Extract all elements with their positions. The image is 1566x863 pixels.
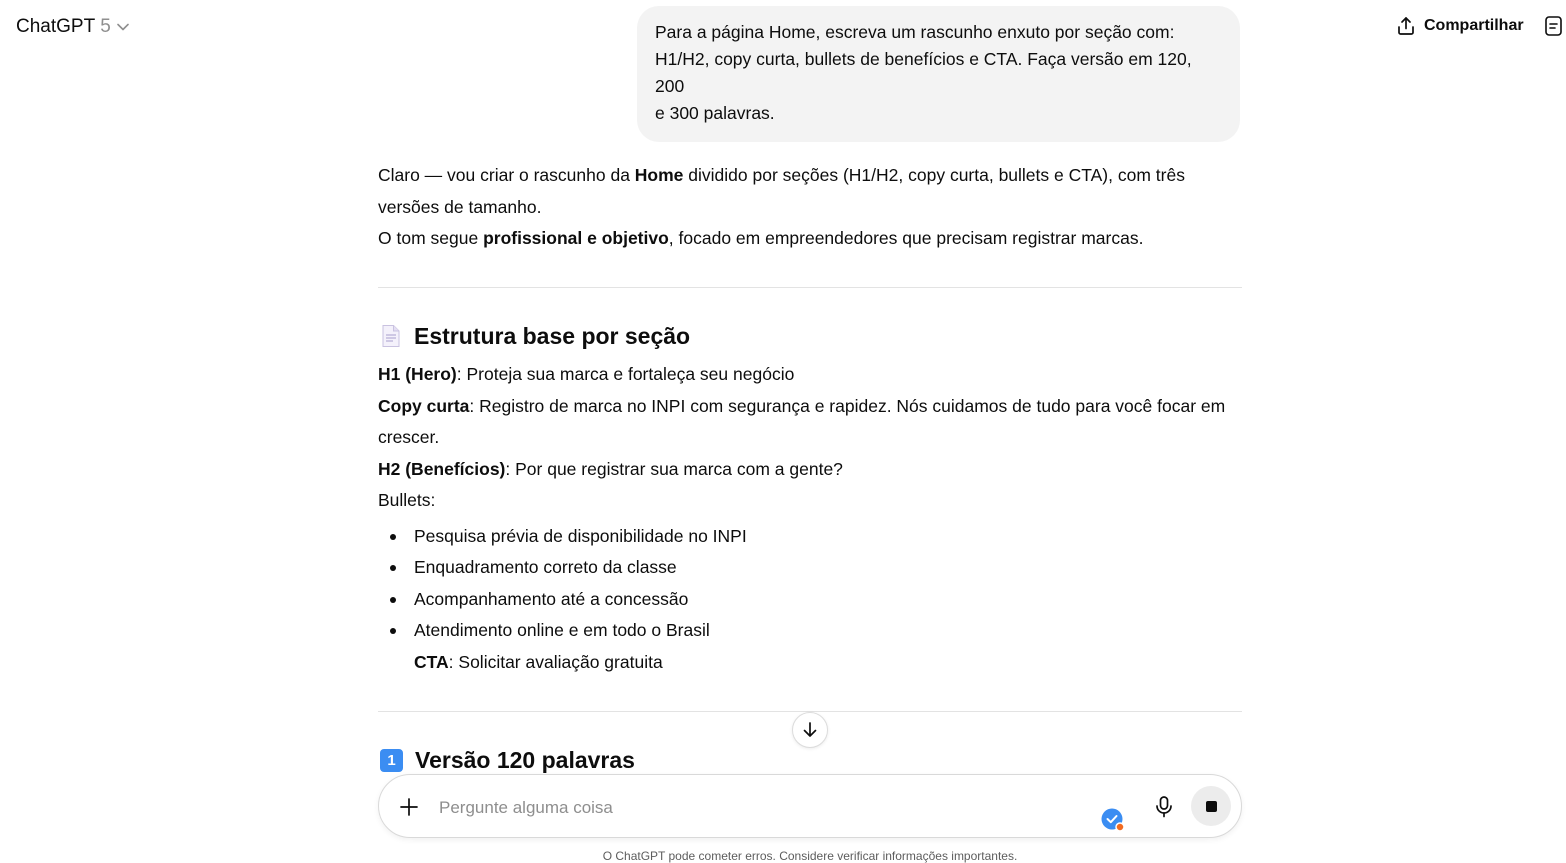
scroll-to-bottom-button[interactable]	[792, 712, 828, 748]
h1-line	[378, 359, 1242, 391]
h2-label: H2 (Benefícios)	[378, 458, 506, 479]
cta-label: CTA	[414, 651, 449, 672]
arrow-down-icon	[801, 721, 819, 739]
copy-line	[378, 391, 1242, 454]
intro-text: dividido por seções (H1/H2, copy curta, bullets e CTA), com três versões de tamanho.	[378, 165, 1185, 217]
model-version: 5	[100, 16, 111, 37]
user-message-line: Para a página Home, escreva um rascunho enxuto por seção com:	[655, 22, 1175, 42]
user-message-line: e 300 palavras.	[655, 103, 775, 123]
tone-text: , focado em empreendedores que precisam registrar marcas.	[668, 228, 1144, 248]
tone-paragraph	[378, 223, 1242, 255]
page-facing-up-emoji-icon	[380, 324, 402, 348]
plus-icon[interactable]	[397, 795, 421, 819]
h2-text: : Por que registrar sua marca com a gente?	[505, 458, 843, 479]
h2-line	[378, 454, 1242, 486]
chevron-down-icon	[116, 20, 130, 34]
intro-paragraph	[378, 160, 1242, 223]
copy-label: Copy curta	[378, 395, 470, 416]
list-item: Pesquisa prévia de disponibilidade no INPI	[378, 521, 1242, 553]
h1-label: H1 (Hero)	[378, 364, 457, 384]
section-heading	[380, 319, 690, 353]
section-title: Versão 120 palavras	[415, 746, 635, 773]
user-message-bubble	[637, 6, 1240, 142]
section-content	[378, 359, 1242, 678]
tone-text: O tom segue	[378, 228, 484, 248]
list-item: Acompanhamento até a concessão	[378, 584, 1242, 616]
section-heading	[380, 743, 635, 777]
intro-text: Claro — vou criar o rascunho da	[378, 165, 635, 185]
list-item: Enquadramento correto da classe	[378, 552, 1242, 584]
benefit-list	[378, 521, 1242, 647]
model-name: ChatGPT	[16, 16, 96, 37]
stop-icon	[1206, 801, 1217, 812]
cta-line	[378, 647, 1242, 679]
h1-text: : Proteja sua marca e fortaleça seu negócio	[456, 364, 795, 384]
user-message-line: H1/H2, copy curta, bullets de benefícios e CTA. Faça versão em 120, 200	[655, 49, 1192, 96]
section-title: Estrutura base por seção	[414, 322, 691, 349]
cta-text: : Solicitar avaliação gratuita	[448, 651, 663, 672]
conversation-options-icon[interactable]	[1544, 15, 1564, 37]
share-button[interactable]	[1396, 13, 1524, 39]
keycap-one-emoji-icon: 1	[380, 749, 403, 772]
disclaimer: O ChatGPT pode cometer erros. Considere verificar informações importantes.	[602, 849, 1018, 863]
copy-text: : Registro de marca no INPI com segurança e rapidez. Nós cuidamos de tudo para você focar em crescer.	[378, 395, 1226, 447]
prompt-input[interactable]	[437, 793, 1061, 823]
intro-bold: Home	[634, 165, 684, 185]
bullets-label: Bullets:	[378, 490, 436, 510]
verified-check-badge-icon[interactable]	[1101, 808, 1125, 832]
divider	[378, 287, 1242, 288]
tone-bold: profissional e objetivo	[483, 228, 669, 248]
list-item: Atendimento online e em todo o Brasil	[378, 615, 1242, 647]
stop-generating-button[interactable]	[1191, 786, 1231, 826]
composer	[378, 774, 1242, 838]
assistant-intro	[378, 160, 1242, 255]
model-selector[interactable]	[16, 14, 130, 40]
share-label: Compartilhar	[1424, 17, 1524, 34]
share-upload-icon	[1396, 16, 1416, 36]
microphone-icon[interactable]	[1153, 795, 1175, 819]
